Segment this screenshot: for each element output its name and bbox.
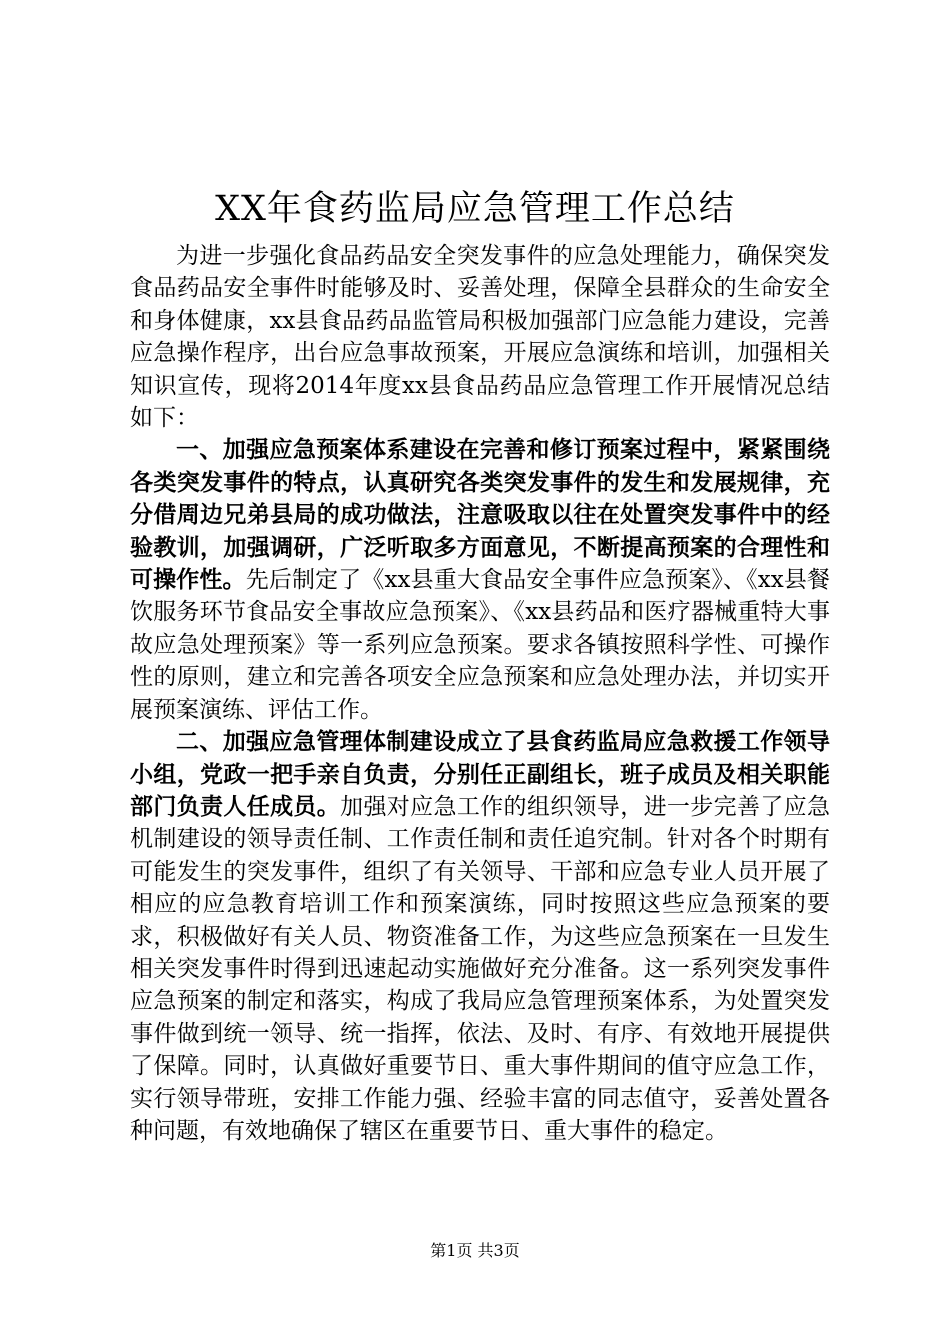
- document-body: [130, 240, 830, 1147]
- page-number-footer: 第1页 共3页: [430, 1241, 520, 1260]
- section-1-body: 先后制定了《xx县重大食品安全事件应急预案》、《xx县餐饮服务环节食品安全事故应急预案》、《xx县药品和医疗器械重特大事故应急处理预案》等一系列应急预案。要求各镇按照科学性、可操作性的原则，建立和完善各项安全应急预案和应急处理办法，并切实开展预案演练、评估工作。: [130, 567, 830, 723]
- section-2-paragraph: [130, 726, 830, 1147]
- section-2-body: 加强对应急工作的组织领导，进一步完善了应急机制建设的领导责任制、工作责任制和责任追究制。针对各个时期有可能发生的突发事件，组织了有关领导、干部和应急专业人员开展了相应的应急教育培训工作和预案演练，同时按照这些应急预案的要求，积极做好有关人员、物资准备工作，为这些应急预案在一旦发生相关突发事件时得到迅速起动实施做好充分准备。这一系列突发事件应急预案的制定和落实，构成了我局应急管理预案体系，为处置突发事件做到统一领导、统一指挥，依法、及时、有序、有效地开展提供了保障。同时，认真做好重要节日、重大事件期间的值守应急工作，实行领导带班，安排工作能力强、经验丰富的同志值守，妥善处置各种问题，有效地确保了辖区在重要节日、重大事件的稳定。: [130, 793, 831, 1144]
- document-title: XX年食药监局应急管理工作总结: [215, 189, 735, 229]
- intro-paragraph: 为进一步强化食品药品安全突发事件的应急处理能力，确保突发食品药品安全事件时能够及时、妥善处理，保障全县群众的生命安全和身体健康，xx县食品药品监管局积极加强部门应急能力建设，完善应急操作程序，出台应急事故预案，开展应急演练和培训，加强相关知识宣传，现将2014年度xx县食品药品应急管理工作开展情况总结如下：: [130, 243, 830, 432]
- section-1-heading: 一、加强应急预案体系建设在完善和修订预案过程中，紧紧围绕各类突发事件的特点，认真研究各类突发事件的发生和发展规律，充分借周边兄弟县局的成功做法，注意吸取以往在处置突发事件中的经验教训，加强调研，广泛听取多方面意见，不断提高预案的合理性和可操作性。: [130, 436, 830, 594]
- section-2-heading: 二、加强应急管理体制建设成立了县食药监局应急救援工作领导小组，党政一把手亲自负责，分别任正副组长，班子成员及相关职能部门负责人任成员。: [130, 728, 830, 820]
- section-1-paragraph: [130, 434, 830, 726]
